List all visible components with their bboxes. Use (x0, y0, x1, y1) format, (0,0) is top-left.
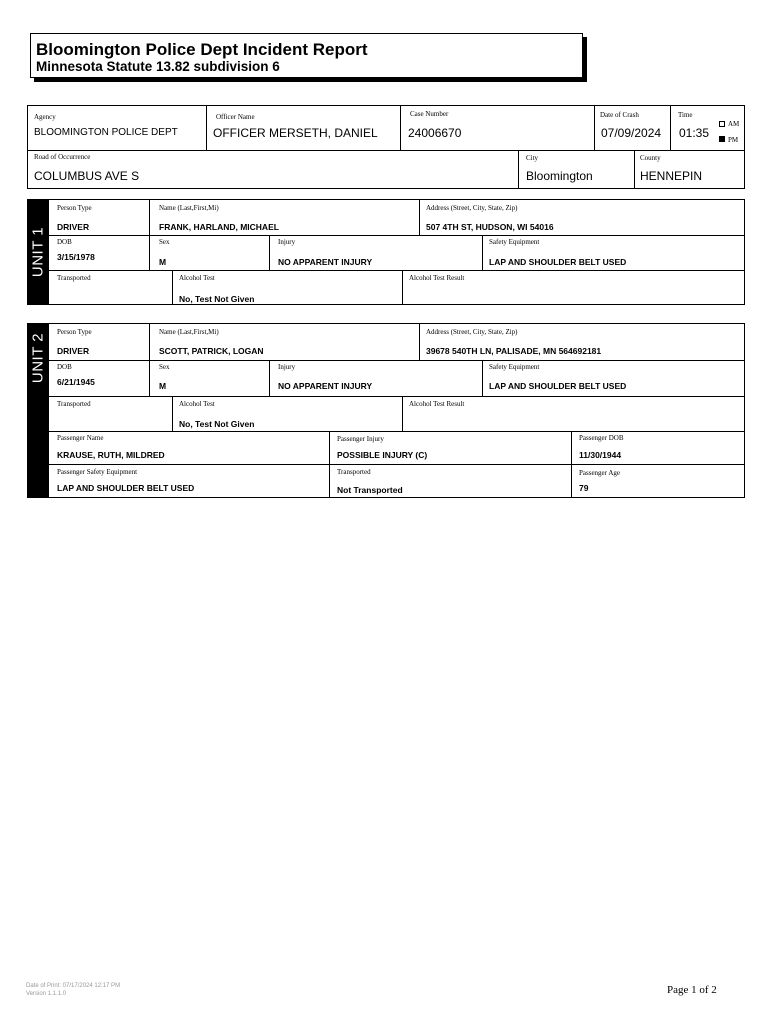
passenger-name-label: Passenger Name (57, 434, 104, 442)
case-number-value: 24006670 (408, 126, 462, 140)
road-label: Road of Occurrence (34, 153, 91, 161)
unit-1-name-label: Name (Last,First,Mi) (159, 204, 219, 212)
unit-1-transported-label: Transported (57, 274, 91, 282)
passenger-transported: Not Transported (337, 485, 403, 495)
unit-2-dob-label: DOB (57, 363, 72, 371)
unit-2-sidebar (27, 323, 48, 498)
pm-label: PM (728, 136, 739, 144)
unit-2-alcohol-test: No, Test Not Given (179, 419, 255, 429)
unit-2-dob: 6/21/1945 (57, 377, 95, 387)
unit-1-injury: NO APPARENT INJURY (278, 257, 373, 267)
unit-1-alcohol-result-label: Alcohol Test Result (409, 274, 465, 282)
agency-value: BLOOMINGTON POLICE DEPT (34, 127, 178, 138)
road-value: COLUMBUS AVE S (34, 169, 140, 183)
unit-2-injury-label: Injury (278, 363, 296, 371)
unit-1-sex: M (159, 257, 167, 267)
case-info-section (27, 105, 745, 189)
county-label: County (640, 154, 661, 162)
unit-2-name-label: Name (Last,First,Mi) (159, 328, 219, 336)
passenger-safety: LAP AND SHOULDER BELT USED (57, 483, 195, 493)
report-title-box (30, 33, 583, 78)
city-value: Bloomington (526, 169, 593, 183)
unit-2-person-type-label: Person Type (57, 328, 92, 336)
unit-2-address-label: Address (Street, City, State, Zip) (426, 328, 518, 336)
agency-label: Agency (34, 113, 56, 121)
unit-1-person-type-label: Person Type (57, 204, 92, 212)
unit-1-safety: LAP AND SHOULDER BELT USED (489, 257, 627, 267)
unit-1-dob-label: DOB (57, 238, 72, 246)
unit-2-transported-label: Transported (57, 400, 91, 408)
unit-1-label: UNIT 1 (29, 226, 46, 278)
page-number: Page 1 of 2 (667, 984, 717, 996)
unit-1-address: 507 4TH ST, HUDSON, WI 54016 (426, 222, 554, 232)
county-value: HENNEPIN (640, 169, 703, 183)
unit-1-section (48, 199, 745, 305)
passenger-name: KRAUSE, RUTH, MILDRED (57, 450, 165, 460)
report-title: Bloomington Police Dept Incident Report (36, 40, 368, 59)
am-checkbox (719, 121, 725, 127)
unit-1-address-label: Address (Street, City, State, Zip) (426, 204, 518, 212)
unit-2-section (48, 323, 745, 498)
unit-1-sex-label: Sex (159, 238, 170, 246)
passenger-dob: 11/30/1944 (579, 450, 622, 460)
passenger-dob-label: Passenger DOB (579, 434, 624, 442)
unit-1-dob: 3/15/1978 (57, 252, 95, 262)
unit-1-injury-label: Injury (278, 238, 296, 246)
date-value: 07/09/2024 (601, 126, 662, 140)
unit-2-alcohol-test-label: Alcohol Test (179, 400, 215, 408)
city-label: City (526, 154, 539, 162)
passenger-transported-label: Transported (337, 468, 371, 476)
report-subtitle: Minnesota Statute 13.82 subdivision 6 (36, 59, 280, 74)
case-number-label: Case Number (410, 110, 449, 118)
passenger-safety-label: Passenger Safety Equipment (57, 468, 138, 476)
officer-value: OFFICER MERSETH, DANIEL (213, 126, 378, 140)
unit-2-safety-label: Safety Equipment (489, 363, 540, 371)
unit-2-sex: M (159, 381, 167, 391)
time-value: 01:35 (679, 126, 710, 140)
print-info (26, 982, 120, 998)
unit-1-sidebar (27, 199, 48, 305)
am-label: AM (728, 120, 740, 128)
version: Version 1.1.1.0 (26, 991, 67, 997)
unit-2-alcohol-result-label: Alcohol Test Result (409, 400, 465, 408)
unit-1-safety-label: Safety Equipment (489, 238, 540, 246)
time-label: Time (678, 111, 693, 119)
unit-2-person-type: DRIVER (57, 346, 90, 356)
date-label: Date of Crash (600, 111, 639, 119)
unit-2-injury: NO APPARENT INJURY (278, 381, 373, 391)
passenger-age-label: Passenger Age (579, 469, 621, 477)
unit-2-address: 39678 540TH LN, PALISADE, MN 564692181 (426, 346, 602, 356)
unit-2-safety: LAP AND SHOULDER BELT USED (489, 381, 627, 391)
officer-label: Officer Name (216, 113, 255, 121)
passenger-age: 79 (579, 483, 589, 493)
unit-2-name: SCOTT, PATRICK, LOGAN (159, 346, 264, 356)
unit-2-label: UNIT 2 (29, 332, 46, 384)
print-date: Date of Print: 07/17/2024 12:17 PM (26, 983, 121, 989)
pm-checkbox (719, 136, 725, 142)
passenger-injury: POSSIBLE INJURY (C) (337, 450, 428, 460)
unit-2-sex-label: Sex (159, 363, 170, 371)
unit-1-alcohol-test: No, Test Not Given (179, 294, 255, 304)
passenger-injury-label: Passenger Injury (337, 435, 384, 443)
unit-1-alcohol-test-label: Alcohol Test (179, 274, 215, 282)
unit-1-person-type: DRIVER (57, 222, 90, 232)
unit-1-name: FRANK, HARLAND, MICHAEL (159, 222, 279, 232)
